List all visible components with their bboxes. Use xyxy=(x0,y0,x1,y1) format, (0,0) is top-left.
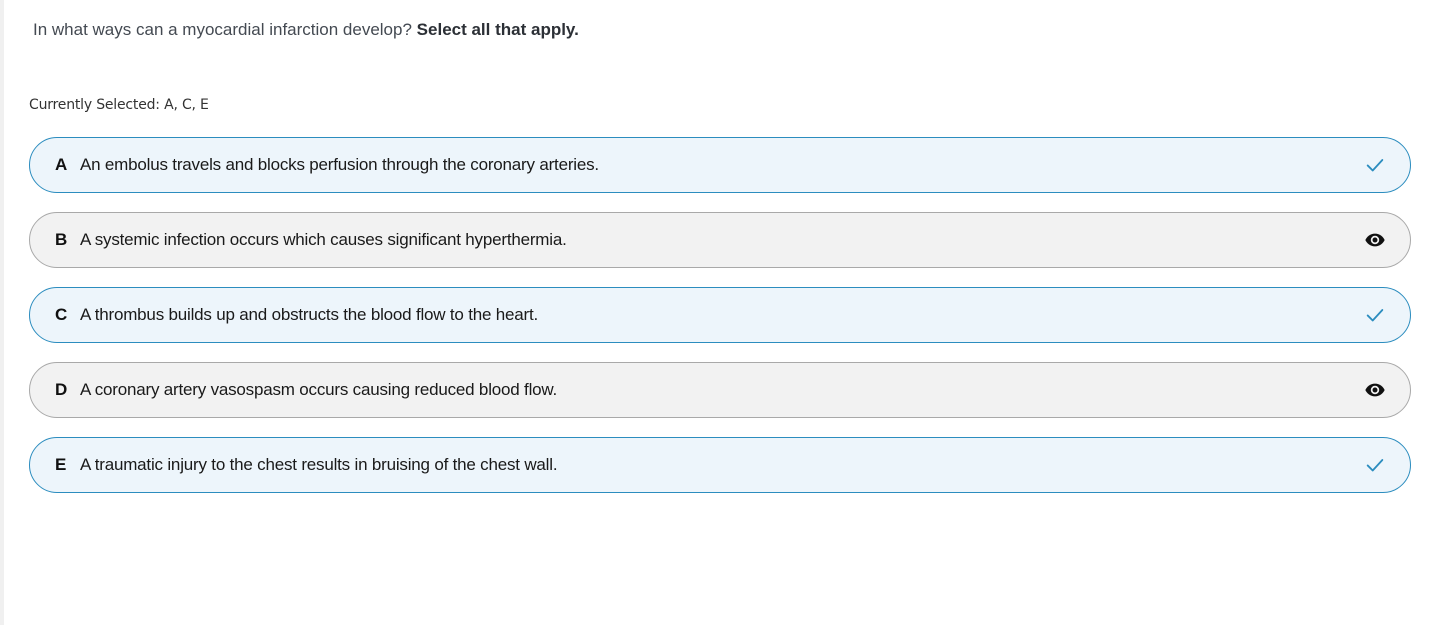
check-icon[interactable] xyxy=(1364,304,1386,326)
question-prompt: In what ways can a myocardial infarction develop? xyxy=(33,20,412,39)
option-b[interactable] xyxy=(29,212,1411,268)
option-d[interactable] xyxy=(29,362,1411,418)
eye-icon[interactable] xyxy=(1364,229,1386,251)
option-letter: D xyxy=(55,380,68,399)
eye-icon[interactable] xyxy=(1364,379,1386,401)
option-text: An embolus travels and blocks perfusion through the coronary arteries. xyxy=(80,155,599,174)
question-text xyxy=(33,20,579,40)
option-text: A systemic infection occurs which causes significant hyperthermia. xyxy=(80,230,567,249)
option-c[interactable] xyxy=(29,287,1411,343)
answer-options xyxy=(29,137,1411,512)
option-text: A coronary artery vasospasm occurs causing reduced blood flow. xyxy=(80,380,558,399)
option-letter: B xyxy=(55,230,68,249)
option-e[interactable] xyxy=(29,437,1411,493)
option-letter: E xyxy=(55,455,67,474)
selection-summary: Currently Selected: A, C, E xyxy=(29,97,209,113)
option-text: A traumatic injury to the chest results in bruising of the chest wall. xyxy=(80,455,558,474)
question-instruction: Select all that apply. xyxy=(416,20,579,39)
option-letter: C xyxy=(55,305,68,324)
option-letter: A xyxy=(55,155,68,174)
option-text: A thrombus builds up and obstructs the blood flow to the heart. xyxy=(80,305,539,324)
check-icon[interactable] xyxy=(1364,454,1386,476)
option-a[interactable] xyxy=(29,137,1411,193)
check-icon[interactable] xyxy=(1364,154,1386,176)
